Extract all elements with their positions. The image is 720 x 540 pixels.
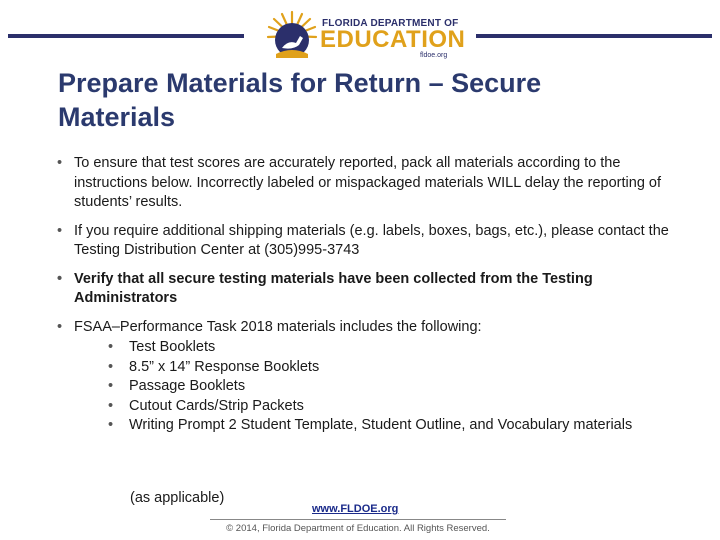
- bullet-item: [56, 222, 676, 261]
- bullet-text: If you require additional shipping materials (e.g. labels, boxes, bags, etc.), please contact the Testing Distribution Center at (305)995-3743: [74, 222, 669, 258]
- header-rule-left: [8, 34, 244, 38]
- bullet-text: Verify that all secure testing materials have been collected from the Testing Administrators: [74, 270, 593, 306]
- bullet-item: [56, 154, 676, 213]
- bullet-text: To ensure that test scores are accurately reported, pack all materials according to the instructions below. Incorrectly labeled or mispackaged materials WILL delay the reporting of students’ results.: [74, 155, 662, 210]
- bullet-dot: •: [108, 339, 114, 355]
- bullet-text: FSAA–Performance Task 2018 materials includes the following:: [74, 318, 482, 335]
- bullet-list: [56, 154, 676, 445]
- logo-text-main: EDUCATION: [320, 26, 466, 53]
- bullet-dot: •: [57, 318, 63, 335]
- fldoe-website-link[interactable]: www.FLDOE.org: [312, 503, 399, 515]
- copyright-text: © 2014, Florida Department of Education. All Rights Reserved.: [226, 523, 490, 534]
- footer-divider: [210, 519, 506, 520]
- bullet-dot: •: [57, 155, 63, 171]
- bullet-dot: •: [108, 397, 114, 414]
- sub-bullet-text: Passage Booklets: [129, 378, 246, 394]
- bullet-dot: •: [57, 270, 63, 287]
- sub-bullet-text: Writing Prompt 2 Student Template, Student Outline, and Vocabulary materials: [129, 417, 633, 433]
- page-title: Prepare Materials for Return – Secure Materials: [58, 68, 542, 132]
- bullet-dot: •: [108, 378, 114, 394]
- fldoe-logo: [262, 8, 466, 64]
- bullet-dot: •: [108, 358, 114, 375]
- sunburst-seal-icon: [266, 10, 318, 62]
- sub-bullet-item: [74, 416, 676, 436]
- logo-text-top: FLORIDA DEPARTMENT OF: [322, 18, 459, 29]
- logo-text-url: fldoe.org: [420, 52, 448, 59]
- sub-bullet-text: Test Booklets: [129, 339, 216, 355]
- sub-bullet-text: Cutout Cards/Strip Packets: [129, 397, 304, 414]
- sub-bullet-text: 8.5” x 14” Response Booklets: [129, 358, 320, 375]
- sub-bullet-item: [74, 358, 676, 378]
- sub-bullet-item: [74, 397, 676, 417]
- sub-bullet-item: [74, 377, 676, 397]
- sub-bullet-item: [74, 338, 676, 358]
- header-rule-right: [476, 34, 712, 38]
- bullet-dot: •: [57, 222, 63, 239]
- bullet-dot: •: [108, 417, 114, 433]
- sub-bullet-list: [74, 338, 676, 436]
- bullet-item: [56, 318, 676, 436]
- bullet-item: [56, 270, 676, 309]
- as-applicable-note: (as applicable): [130, 490, 225, 506]
